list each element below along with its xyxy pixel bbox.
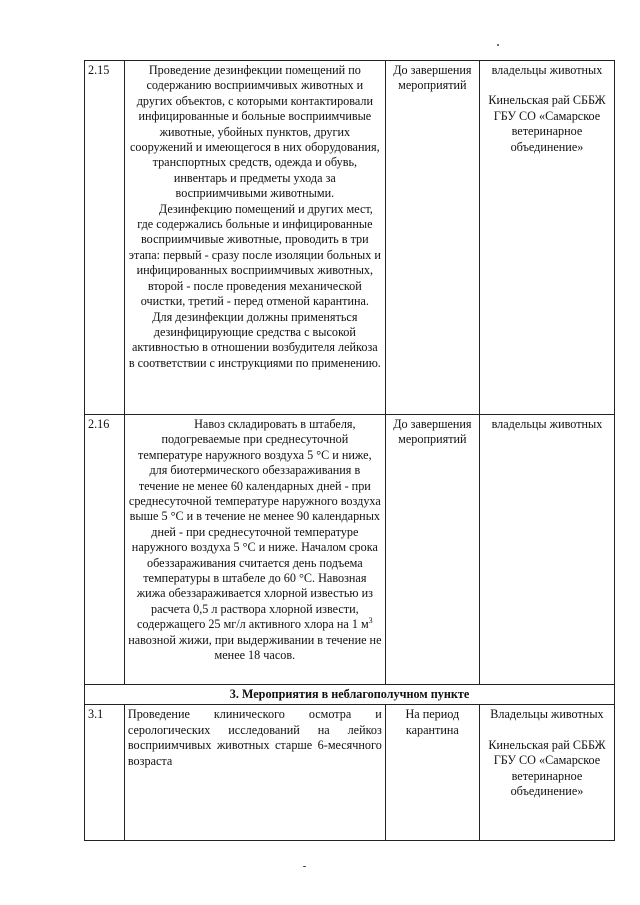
table-row — [85, 705, 615, 841]
responsible-organization: Кинельская рай СББЖ ГБУ СО «Самарское ветеринарное объединение» — [488, 737, 606, 799]
deadline-cell: На период карантина — [385, 705, 479, 841]
measure-description: Проведение клинического осмотра и серологических исследований на лейкоз восприимчивых животных старше 6-месячного возраста — [124, 705, 385, 841]
deadline-cell: До завершения мероприятий — [385, 415, 479, 685]
description-text: Навоз складировать в штабеля, подогреваемые при среднесуточной температуре наружного воздуха 5 °С и ниже, для биотермического обеззараживания в течение не менее 60 календарных дней - при среднесуточной температуре наружного воздуха выше 5 °С и в течение не менее 90 календарных дней - при среднесуточной температуре наружного воздуха 5 °С и ниже. Началом срока обеззараживания считается день подъема температуры в штабеле до 60 °С. Навозная жижа обеззараживается хлорной известью из расчета 0,5 л раствора хлорной извести, содержащего 25 мг/л активного хлора на 1 м — [128, 417, 381, 632]
responsible-owners: Владельцы животных — [490, 707, 604, 722]
section-title: 3. Мероприятия в неблагополучном пункте — [85, 685, 615, 705]
item-number: 3.1 — [85, 705, 125, 841]
scan-speck — [303, 866, 306, 867]
measure-description — [124, 415, 385, 685]
responsible-owners: владельцы животных — [491, 63, 603, 77]
scan-speck — [497, 44, 499, 46]
description-paragraph: Дезинфекцию помещений и других мест, где содержались больные и инфицированные восприимчивые животные, проводить в три этапа: первый - сразу после изоляции больных и инфицированных восприимчивых животных, второй - после проведения механической очистки, третий - перед отменой карантина. — [128, 201, 381, 309]
responsible-organization: Кинельская рай СББЖ ГБУ СО «Самарское ветеринарное объединение» — [488, 93, 606, 154]
section-row — [85, 685, 615, 705]
table-row — [85, 61, 615, 415]
measure-description — [124, 61, 385, 415]
table-row — [85, 415, 615, 685]
description-paragraph: Для дезинфекции должны применяться дезинфицирующие средства с высокой активностью в отношении возбудителя лейкоза в соответствии с инструкциями по применению. — [128, 309, 381, 370]
responsible-cell — [479, 705, 614, 841]
responsible-owners: владельцы животных — [491, 417, 603, 431]
responsible-cell — [479, 61, 614, 415]
description-paragraph: Проведение дезинфекции помещений по содержанию восприимчивых животных и других объектов, с которыми контактировали инфицированные и больные восприимчивые животные, убойных пунктов, других сооружений и имеющегося в них оборудования, транспортных средств, одежда и обувь, инвентарь и предметы ухода за восприимчивыми животными. — [130, 63, 380, 201]
item-number: 2.15 — [85, 61, 125, 415]
deadline-cell: До завершения мероприятий — [385, 61, 479, 415]
responsible-cell — [479, 415, 614, 685]
superscript: 3 — [368, 616, 373, 626]
item-number: 2.16 — [85, 415, 125, 685]
measures-table — [84, 60, 615, 841]
description-text: навозной жижи, при выдерживании в течение не менее 18 часов. — [128, 632, 382, 663]
